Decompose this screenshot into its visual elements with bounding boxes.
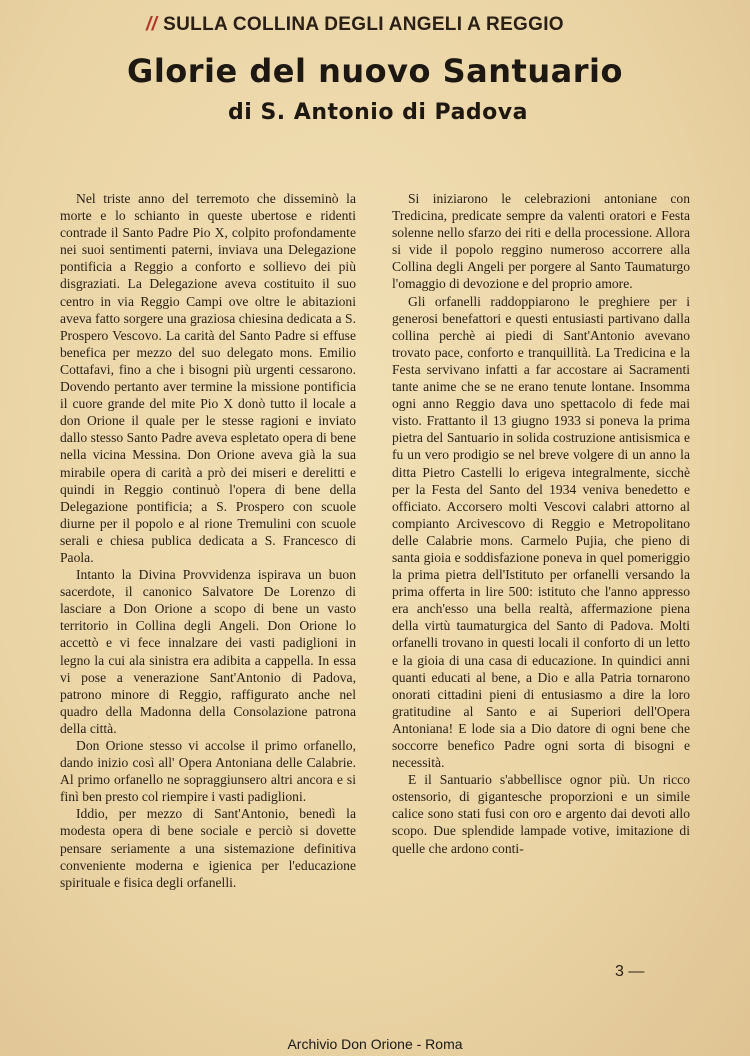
page-number: 3 — <box>615 963 645 980</box>
paragraph: Don Orione stesso vi accolse il primo orfanello, dando inizio così all' Opera Antoniana delle Calabrie. Al primo orfanello ne sopraggiunsero altri ancora e si finì ben presto col riempire i vasti padiglioni. <box>60 738 356 805</box>
paragraph: Gli orfanelli raddoppiarono le preghiere per i generosi benefattori e questi entusiasti partivano dalla collina perchè ai piedi di Sant'Antonio avevano trovato pace, conforto e tranquillità. La Tredicina e la Festa servivano infatti a far accostare ai Sacramenti tante anime che se ne erano tenute lontane. Insomma ogni anno Reggio dava uno spettacolo di fede mai visto. Frattanto il 13 giugno 1933 si poneva la prima pietra del Santuario in solida costruzione antisismica e fu un vero prodigio se nel breve volgere di un anno la ditta Pietro Castelli lo erigeva integralmente, sicchè per la Festa del Santo del 1934 veniva benedetto e officiato. Accorsero molti Vescovi calabri attorno al compianto Arcivescovo di Reggio e Metropolitano delle Calabrie mons. Carmelo Pujia, che pieno di santa gioia e soddisfazione poneva in quel pomeriggio la prima pietra dell'Istituto per orfanelli versando la prima offerta in lire 500: istituto che l'anno appresso era anch'esso una bella realtà, affermazione piena della virtù taumaturgica del Santo di Padova. Molti orfanelli trovano in questi locali il conforto di un letto e la gioia di una casa di educazione. In quindici anni quanti educati al bene, a Dio e alla Patria tornarono onorati cittadini pieni di entusiasmo a dire la loro gratitudine al Santo e ai Superiori dell'Opera Antoniana! E lode sia a Dio datore di ogni bene che soccorre benefico Padre ogni sorta di bisogni e necessità. <box>392 293 690 771</box>
article-title: Glorie del nuovo Santuario <box>127 52 623 90</box>
right-column <box>392 190 690 857</box>
article-subtitle: di S. Antonio di Padova <box>228 100 528 125</box>
header-kicker <box>146 14 564 36</box>
archive-footer: Archivio Don Orione - Roma <box>287 1036 463 1052</box>
paragraph: Intanto la Divina Provvidenza ispirava un buon sacerdote, il canonico Salvatore De Lorenzo di lasciare a Don Orione a scopo di bene un vasto territorio in Collina degli Angeli. Don Orione lo accettò e vi fece innalzare dei vasti padiglioni in legno la cui ala sinistra era adibita a cappella. In essa vi pose a venerazione Sant'Antonio di Padova, patrono minore di Reggio, raffigurato anche nel quadro della Madonna della Consolazione patrona della città. <box>60 567 356 736</box>
paragraph: Iddio, per mezzo di Sant'Antonio, benedì la modesta opera di bene sociale e perciò si dovette pensare seriamente a una sistemazione definitiva conveniente moderna e igienica per l'educazione spirituale e fisica degli orfanelli. <box>60 806 356 890</box>
paragraph: E il Santuario s'abbellisce ognor più. Un ricco ostensorio, di gigantesche proporzioni e un simile calice sono stati fusi con oro e argento dai devoti allo scopo. Due splendide lampade votive, imitazione di quelle che ardono conti- <box>392 772 690 856</box>
kicker-text: SULLA COLLINA DEGLI ANGELI A REGGIO <box>163 14 564 35</box>
annotation-mark: // <box>146 14 158 35</box>
paragraph: Si iniziarono le celebrazioni antoniane con Tredicina, predicate sempre da valenti oratori e Festa solenne nello sfarzo dei riti e della processione. Allora si vide il popolo reggino numeroso accorrere alla Collina degli Angeli per porgere al Santo Taumaturgo l'omaggio di devozione e del proprio amore. <box>392 191 690 292</box>
left-column <box>60 190 356 891</box>
paragraph: Nel triste anno del terremoto che disseminò la morte e lo schianto in queste ubertose e ridenti contrade il Santo Padre Pio X, colpito profondamente nei suoi sentimenti paterni, inviava una Delegazione pontificia a Reggio a conforto e sollievo dei più disgraziati. La Delegazione aveva costituito il suo centro in via Reggio Campi ove oltre le abitazioni aveva fatto sorgere una graziosa chiesina dedicata a S. Prospero Vescovo. La carità del Santo Padre si effuse benefica per mezzo del suo delegato mons. Emilio Cottafavi, fino a che i bisogni più urgenti cessarono. Dovendo pertanto aver termine la missione pontificia il cuore grande del mite Pio X donò tutto il locale a don Orione il quale per le stesse ragioni e inviato dallo stesso Santo Padre aveva espletato opera di bene nella vicina Messina. Don Orione aveva già la sua mirabile opera di carità a prò dei miseri e derelitti e quindi in Reggio continuò l'opera di bene della Delegazione pontificia; a S. Prospero con scuole diurne per il popolo e al rione Tremulini con scuole serali e chiesa publica dedicata a S. Francesco di Paola. <box>60 191 356 565</box>
